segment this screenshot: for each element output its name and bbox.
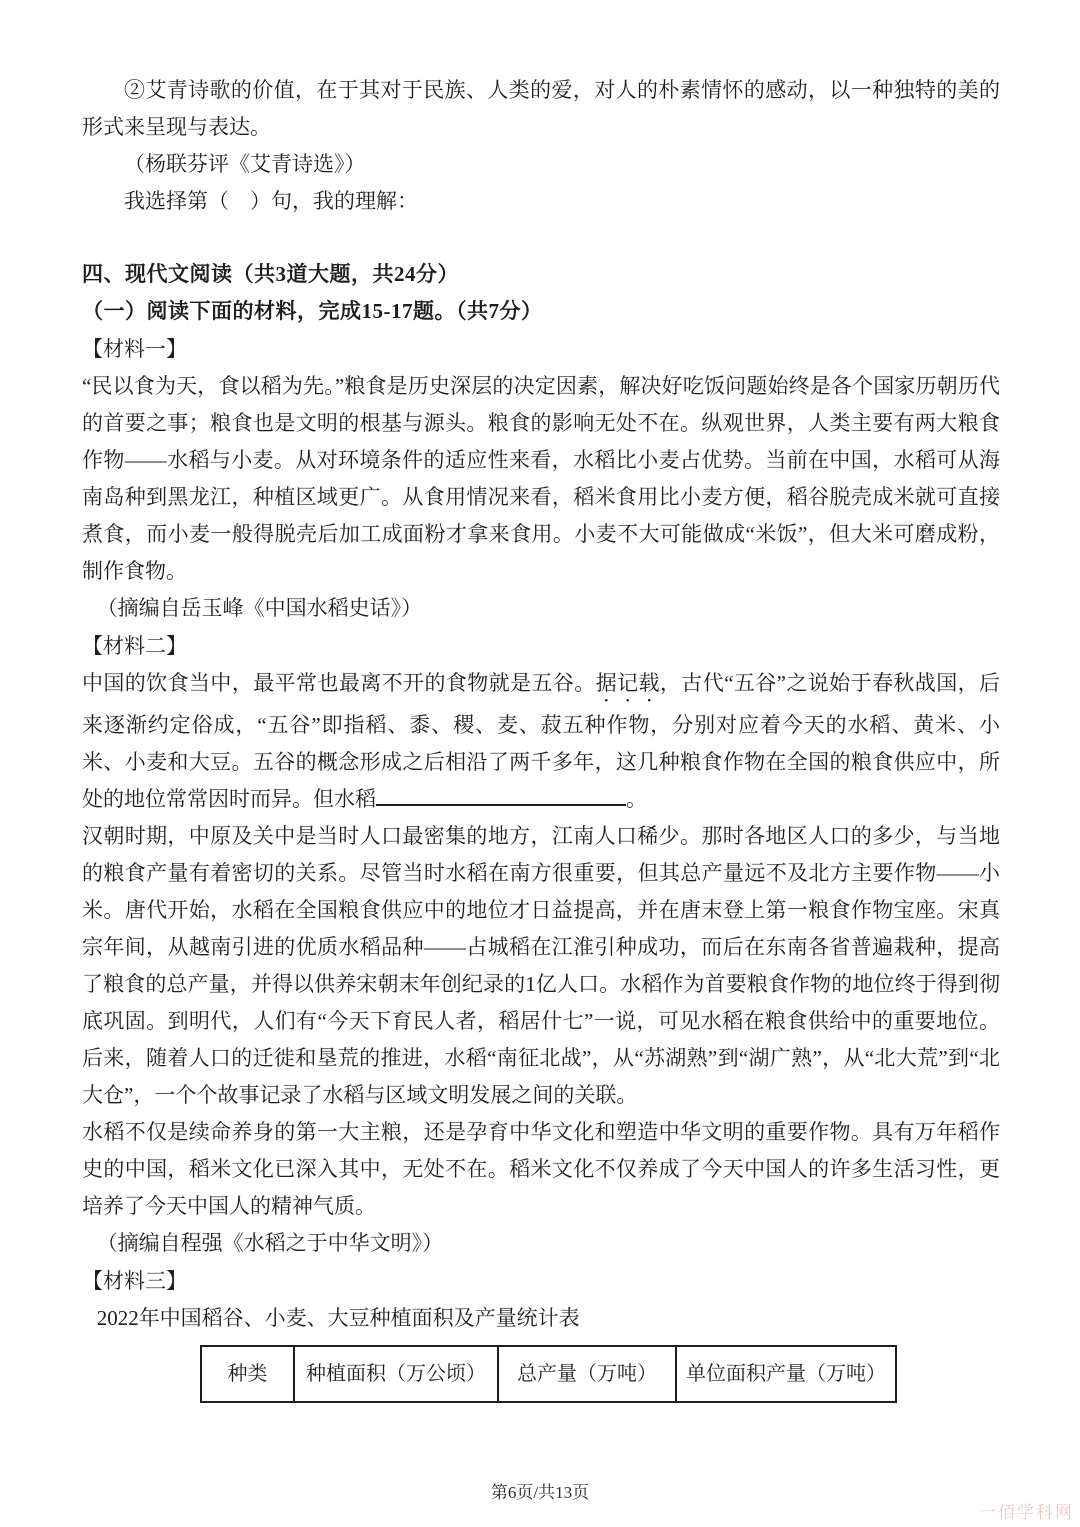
material-two-paragraph-2: 汉朝时期，中原及关中是当时人口最密集的地方，江南人口稀少。那时各地区人口的多少，与当地的粮食产量有着密切的关系。尽管当时水稻在南方很重要，但其总产量远不及北方主要作物——小米。唐代开始，水稻在全国粮食供应中的地位才日益提高，并在唐末登上第一粮食作物宝座。宋真宗年间，从越南引进的优质水稻品种——占城稻在江淮引种成功，而后在东南各省普遍栽种，提高了粮食的总产量，并得以供养宋朝末年创纪录的1亿人口。水稻作为首要粮食作物的地位终于得到彻底巩固。到明代，人们有“今天下育民人者，稻居什七”一说，可见水稻在粮食供给中的重要地位。后来，随着人口的迁徙和垦荒的推进，水稻“南征北战”，从“苏湖熟”到“湖广熟”，从“北大荒”到“北大仓”，一个个故事记录了水稻与区域文明发展之间的关联。 [82, 824, 1000, 1107]
stats-table-title: 2022年中国稻谷、小麦、大豆种植面积及产量统计表 [96, 1306, 580, 1330]
material-two-p1-segment-2: ，古代“五谷”之说始于春秋战国，后来逐渐约定俗成，“五谷”即指稻、黍、稷、麦、菽五种作物，分别对应着今天的水稻、黄米、小米、小麦和大豆。五谷的概念形成之后相沿了两千多年，这几种粮食作物在全国的粮食供应中，所处的地位常常因时而异。但水稻 [82, 671, 1001, 811]
material-two-label: 【材料二】 [82, 634, 187, 658]
material-two-p1-tail: 。 [626, 787, 647, 811]
page-number-footer: 第6页/共13页 [490, 1483, 590, 1502]
fill-in-blank-line [376, 804, 626, 806]
material-three-label: 【材料三】 [82, 1269, 187, 1293]
material-two-citation: （摘编自程强《水稻之于中华文明》） [96, 1231, 444, 1255]
material-one-citation: （摘编自岳玉峰《中国水稻史话》） [96, 596, 423, 620]
crop-stats-table [200, 1345, 897, 1403]
answer-prompt-line: 我选择第（ ）句，我的理解： [124, 189, 418, 213]
material-two-p1-segment-1: 中国的饮食当中，最平常也最离不开的食物就是五谷。 [82, 671, 596, 695]
quote-sentence-2: ②艾青诗歌的价值，在于其对于民族、人类的爱，对人的朴素情怀的感动，以一种独特的美的形式来呈现与表达。 [82, 78, 1000, 139]
table-header-cell-category: 种类 [201, 1346, 294, 1402]
quote-citation-yanglianfen: （杨联芬评《艾青诗选》） [124, 152, 366, 176]
table-header-cell-planting-area: 种植面积（万公顷） [294, 1346, 498, 1402]
material-one-label: 【材料一】 [82, 337, 187, 361]
material-two-paragraph-1 [82, 665, 1000, 818]
material-two-paragraph-3: 水稻不仅是续命养身的第一大主粮，还是孕育中华文化和塑造中华文明的重要作物。具有万年稻作史的中国，稻米文化已深入其中，无处不在。稻米文化不仅养成了今天中国人的许多生活习性，更培养了今天中国人的精神气质。 [82, 1120, 1000, 1218]
site-watermark: 一佰学科网 [979, 1503, 1074, 1522]
table-header-row [201, 1346, 896, 1402]
material-two-p1-emphasized-text: 据记载 [595, 671, 660, 695]
section-heading: 四、现代文阅读（共3道大题，共24分） [82, 262, 459, 286]
table-header-cell-yield-per-area: 单位面积产量（万吨） [676, 1346, 896, 1402]
subsection-heading: （一）阅读下面的材料，完成15-17题。（共7分） [82, 299, 543, 323]
table-header-cell-total-output: 总产量（万吨） [498, 1346, 676, 1402]
material-one-paragraph: “民以食为天，食以稻为先。”粮食是历史深层的决定因素，解决好吃饭问题始终是各个国家历朝历代的首要之事；粮食也是文明的根基与源头。粮食的影响无处不在。纵观世界，人类主要有两大粮食作物——水稻与小麦。从对环境条件的适应性来看，水稻比小麦占优势。当前在中国，水稻可从海南岛种到黑龙江，种植区域更广。从食用情况来看，稻米食用比小麦方便，稻谷脱壳成米就可直接煮食，而小麦一般得脱壳后加工成面粉才拿来食用。小麦不大可能做成“米饭”，但大米可磨成粉，制作食物。 [82, 374, 1000, 583]
